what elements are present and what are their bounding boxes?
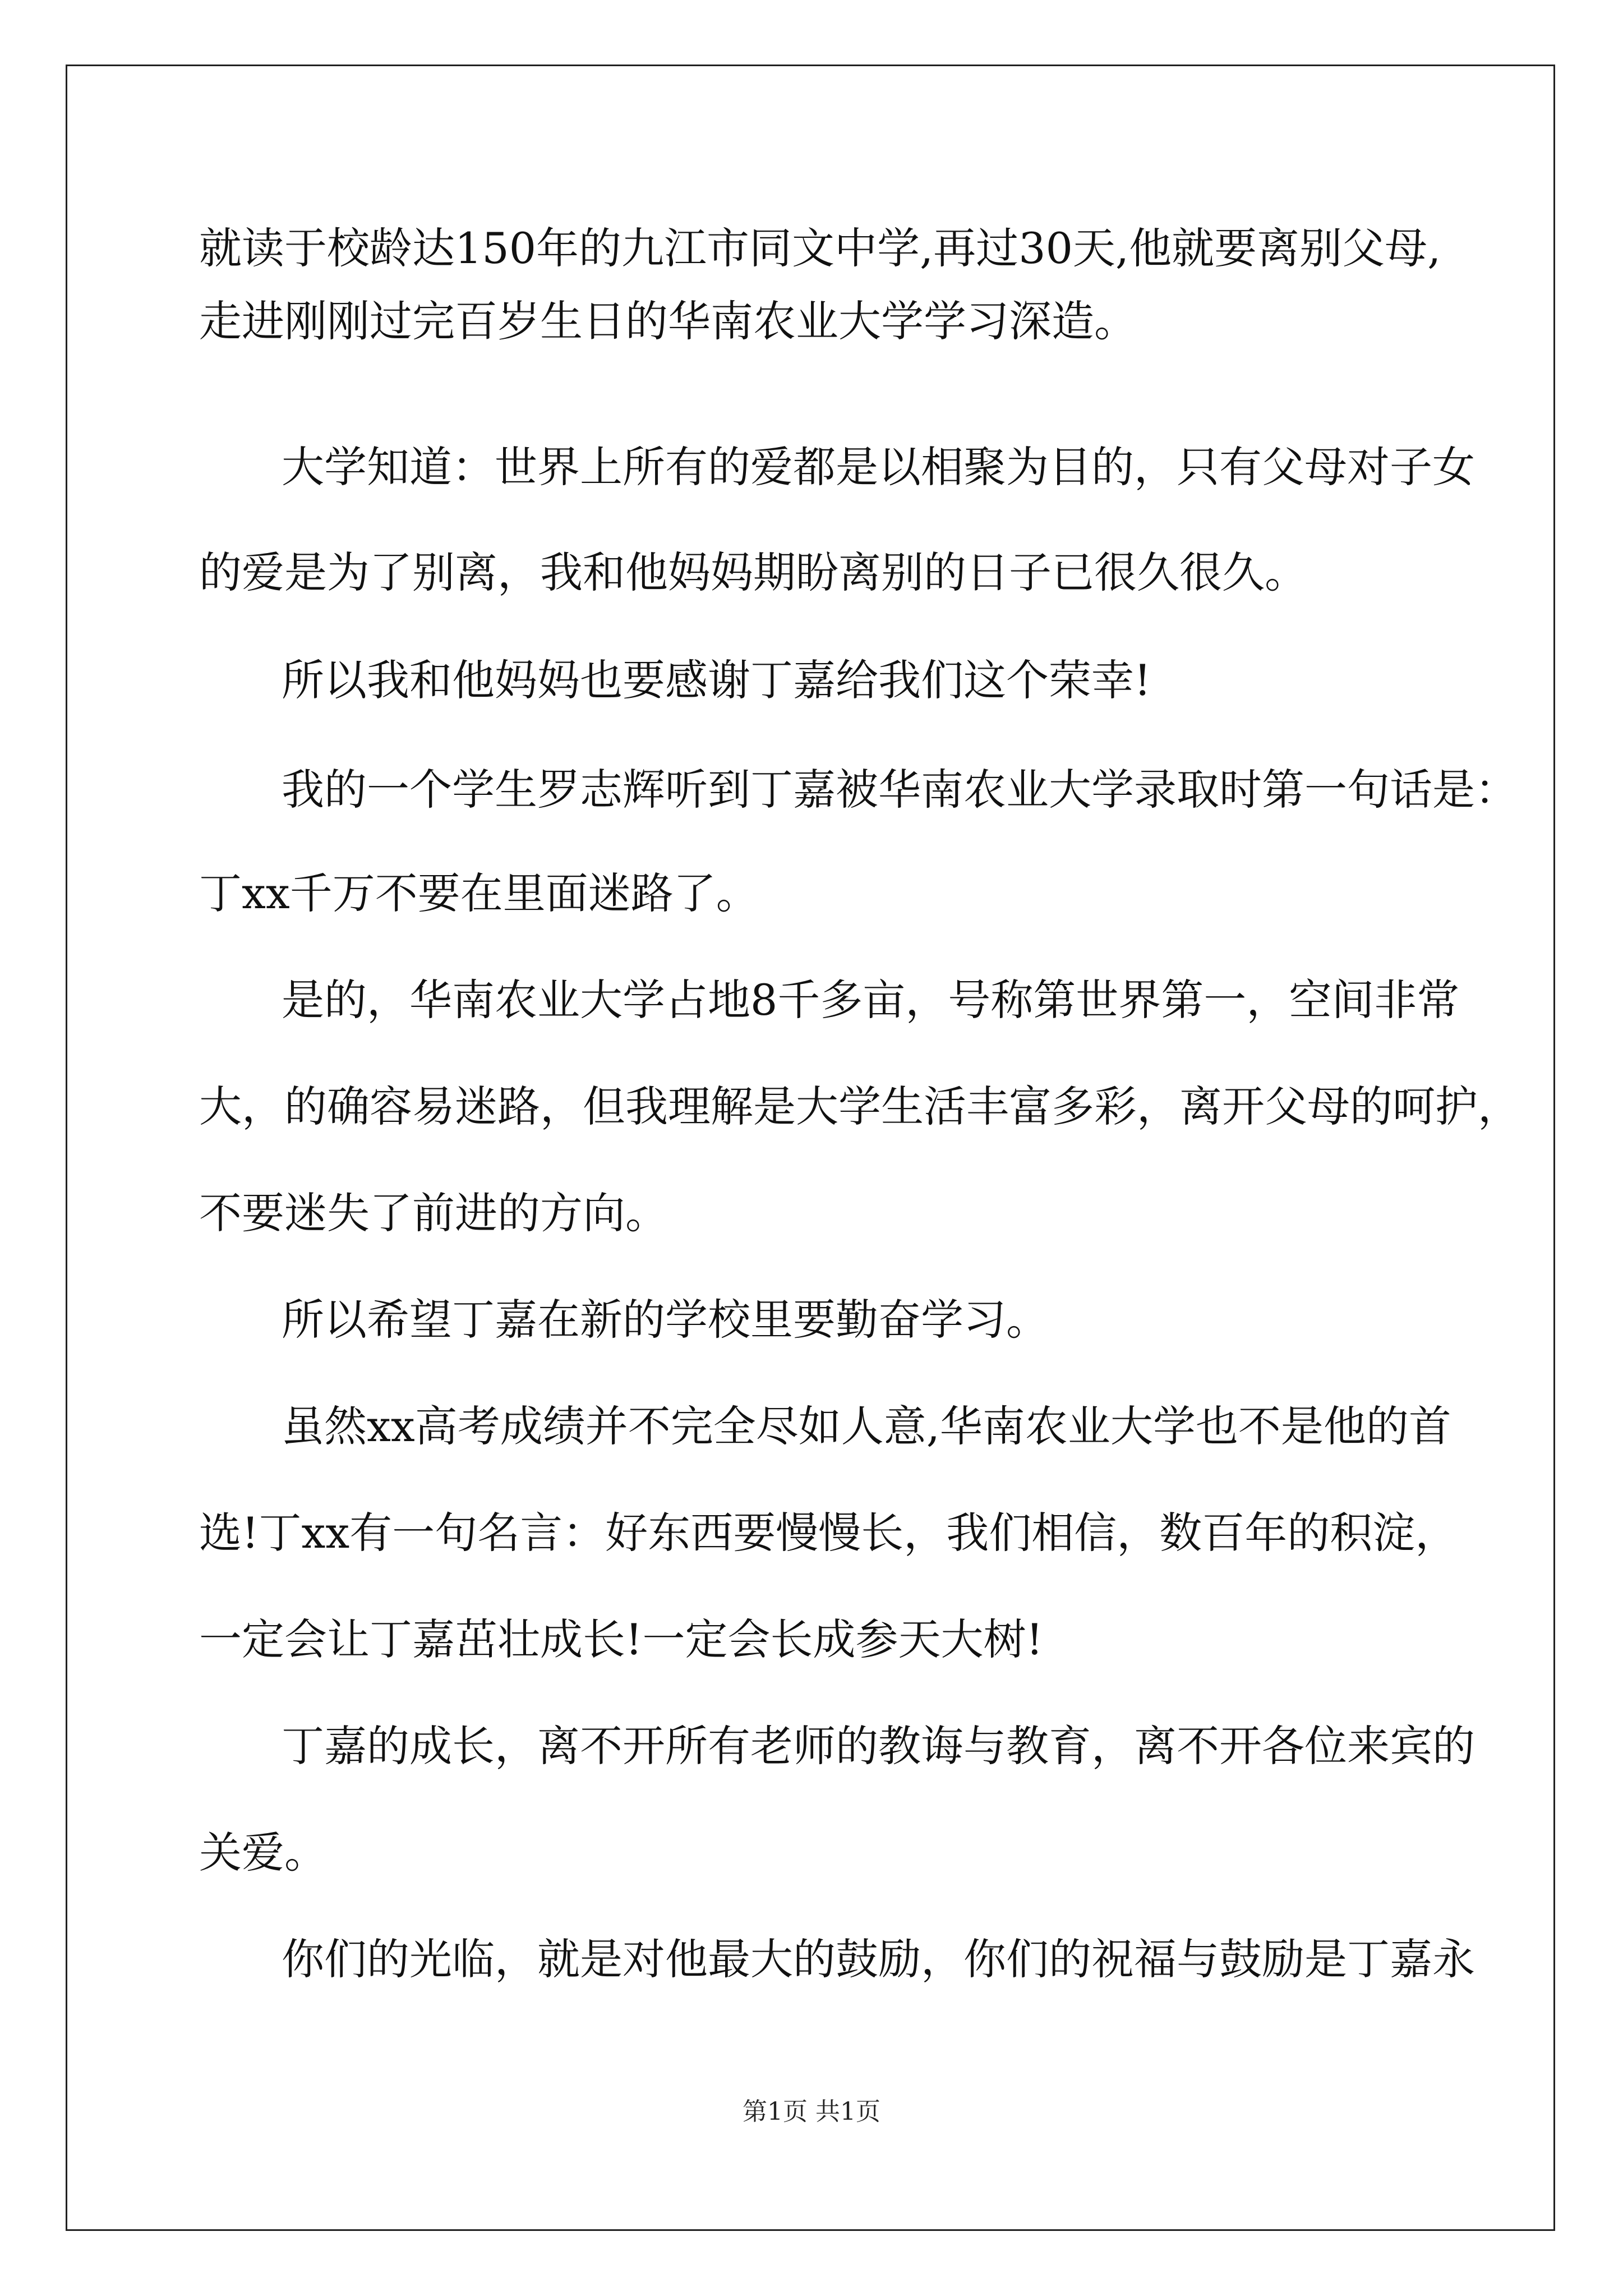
text-line-3: 大学知道：世界上所有的爱都是以相聚为目的，只有父母对子女 bbox=[282, 442, 1475, 492]
text-line-11: 所以希望丁嘉在新的学校里要勤奋学习。 bbox=[282, 1295, 1049, 1345]
page-footer: 第1页 共1页 bbox=[743, 2097, 880, 2126]
text-line-13: 选!丁xx有一句名言：好东西要慢慢长，我们相信，数百年的积淀， bbox=[199, 1508, 1458, 1558]
text-line-16: 关爱。 bbox=[199, 1828, 327, 1878]
text-line-5: 所以我和他妈妈也要感谢丁嘉给我们这个荣幸! bbox=[282, 655, 1151, 705]
text-line-2: 走进刚刚过完百岁生日的华南农业大学学习深造。 bbox=[199, 296, 1137, 346]
text-line-14: 一定会让丁嘉茁壮成长!一定会长成参天大树! bbox=[199, 1614, 1044, 1664]
text-line-17: 你们的光临，就是对他最大的鼓励，你们的祝福与鼓励是丁嘉永 bbox=[282, 1934, 1475, 1984]
text-line-6: 我的一个学生罗志辉听到丁嘉被华南农业大学录取时第一句话是： bbox=[282, 765, 1518, 815]
page-border bbox=[66, 65, 1555, 2231]
text-line-9: 大，的确容易迷路，但我理解是大学生活丰富多彩，离开父母的呵护， bbox=[199, 1082, 1520, 1131]
text-line-8: 是的，华南农业大学占地8千多亩，号称第世界第一，空间非常 bbox=[282, 975, 1460, 1025]
text-line-12: 虽然xx高考成绩并不完全尽如人意,华南农业大学也不是他的首 bbox=[282, 1401, 1451, 1451]
text-line-10: 不要迷失了前进的方向。 bbox=[199, 1188, 668, 1238]
text-line-15: 丁嘉的成长，离不开所有老师的教诲与教育，离不开各位来宾的 bbox=[282, 1721, 1475, 1771]
text-line-7: 丁xx千万不要在里面迷路了。 bbox=[199, 868, 759, 918]
text-line-1: 就读于校龄达150年的九江市同文中学,再过30天,他就要离别父母, bbox=[199, 223, 1441, 273]
text-line-4: 的爱是为了别离，我和他妈妈期盼离别的日子已很久很久。 bbox=[199, 547, 1307, 597]
